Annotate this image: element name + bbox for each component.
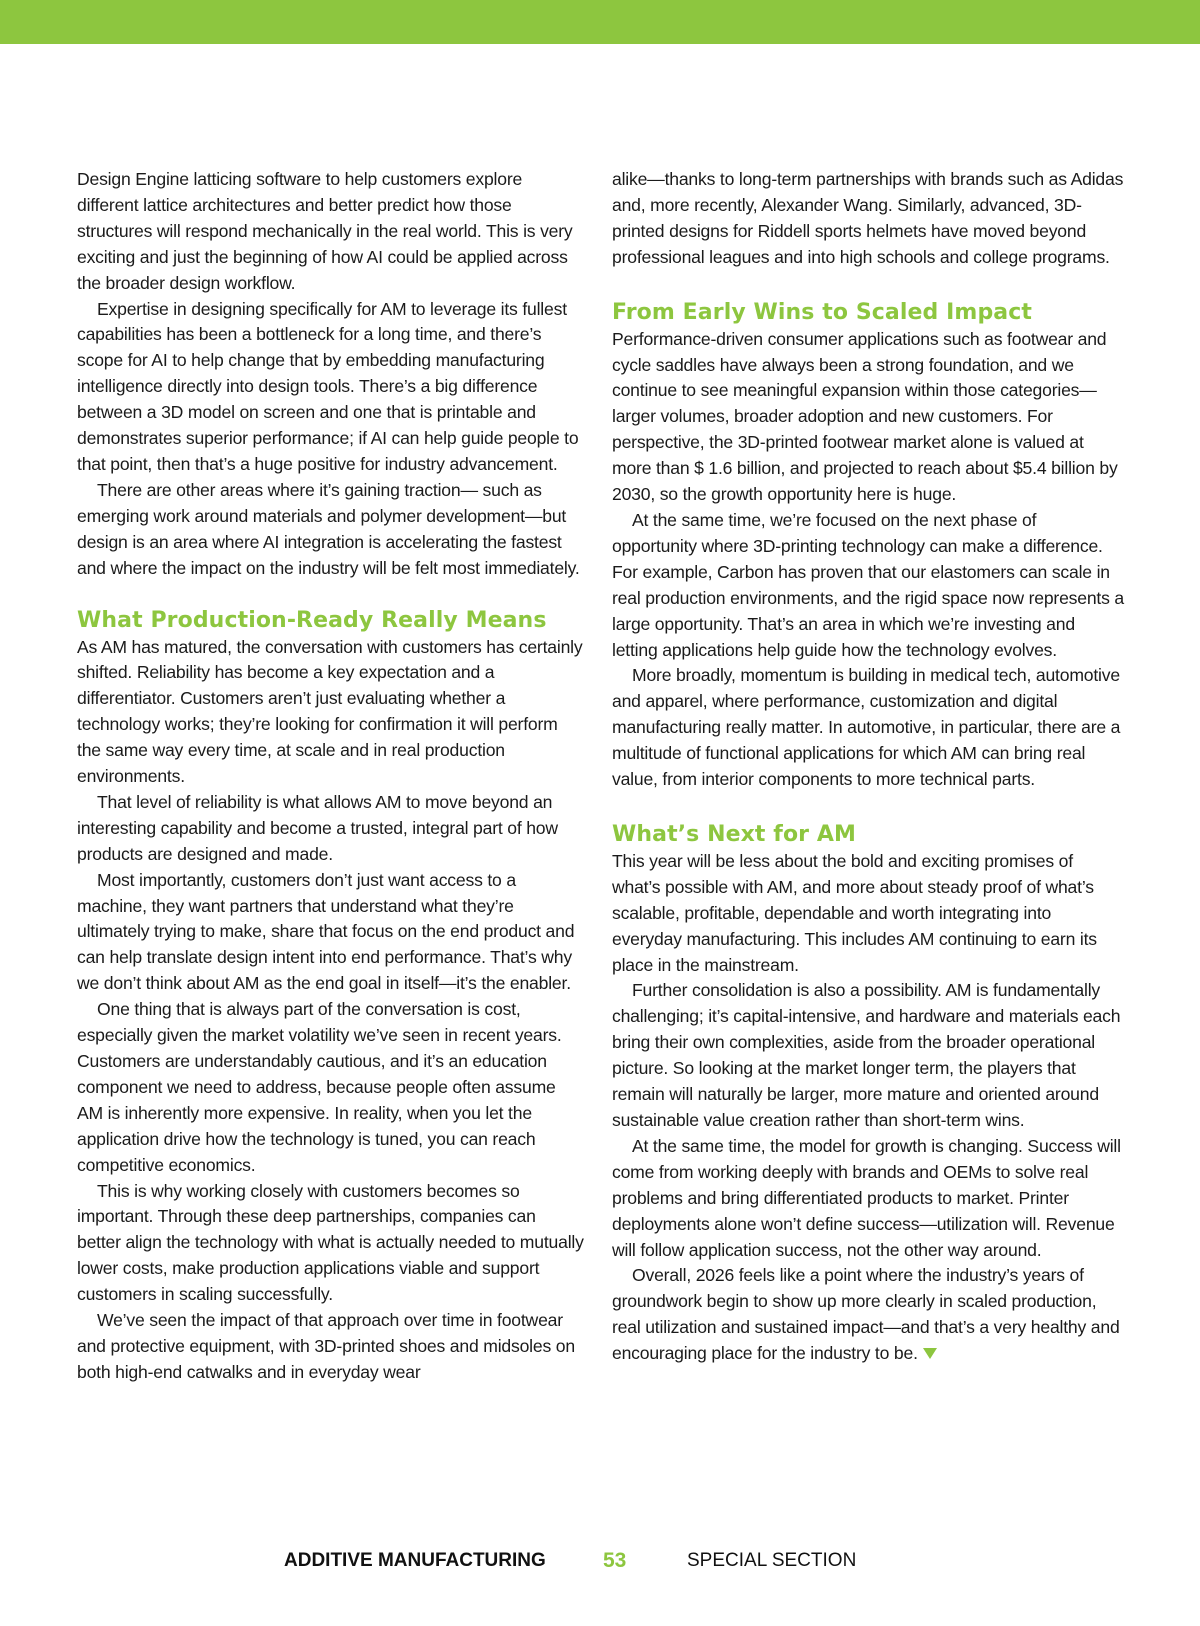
body-paragraph: At the same time, we’re focused on the next phase of opportunity where 3D-printing technology can make a difference. For example, Carbon has proven that our elastomers can scale in real production environments, and the rigid space now represents a large opportunity. That’s an area in which we’re investing and letting applications help guide how the technology evolves.	[612, 509, 1124, 660]
body-paragraph: Further consolidation is also a possibility. AM is fundamentally challenging; it’s capital-intensive, and hardware and materials each bring their own complexities, aside from the broader operational picture. So looking at the market longer term, the players that remain will naturally be larger, more mature and oriented around sustainable value creation rather than short-term wins.	[612, 980, 1121, 1130]
top-accent-bar	[0, 0, 1200, 44]
body-paragraph: One thing that is always part of the conversation is cost, especially given the market volatility we’ve seen in recent years. Customers are understandably cautious, and it’s an education component we need to address, because people often assume AM is inherently more expensive. In reality, when you let the application drive how the technology is tuned, you can reach competitive economics.	[77, 999, 562, 1175]
final-paragraph-text: Overall, 2026 feels like a point where the industry’s years of groundwork begin to show up more clearly in scaled production, real utilization and sustained impact—and that’s a very healthy and encouraging place for the industry to be.	[612, 1265, 1120, 1364]
body-paragraph: That level of reliability is what allows AM to move beyond an interesting capability and become a trusted, integral part of how products are designed and made.	[77, 791, 558, 864]
body-paragraph: More broadly, momentum is building in medical tech, automotive and apparel, where performance, customization and digital manufacturing really matter. In automotive, in particular, there are a multitude of functional applications for which AM can bring real value, from interior components to more technical parts.	[612, 665, 1121, 790]
footer-section-label: SPECIAL SECTION	[687, 1550, 857, 1571]
body-paragraph: Expertise in designing specifically for AM to leverage its fullest capabilities has been a bottleneck for a long time, and there’s scope for AI to help change that by embedding manufacturing intelligence directly into design tools. There’s a big difference between a 3D model on screen and one that is printable and demonstrates superior performance; if AI can help guide people to that point, then that’s a huge positive for industry advancement.	[77, 298, 579, 474]
body-paragraph: Design Engine latticing software to help customers explore different lattice architectures and better predict how those structures will respond mechanically in the real world. This is very exciting and just the beginning of how AI could be applied across the broader design workflow.	[77, 169, 573, 293]
section-heading: What Production-Ready Really Means	[77, 607, 547, 633]
footer-publication-name: ADDITIVE MANUFACTURING	[284, 1550, 546, 1571]
body-paragraph: This is why working closely with customers becomes so important. Through these deep partnerships, companies can better align the technology with what is actually needed to mutually lower costs, make production applications viable and support customers in scaling successfully.	[77, 1180, 584, 1305]
body-paragraph: Performance-driven consumer applications such as footwear and cycle saddles have always been a strong foundation, and we continue to see meaningful expansion within those categories—larger volumes, broader adoption and new customers. For perspective, the 3D-printed footwear market alone is valued at more than $ 1.6 billion, and projected to reach about $5.4 billion by 2030, so the growth opportunity here is huge.	[612, 328, 1118, 505]
body-paragraph: We’ve seen the impact of that approach over time in footwear and protective equipment, with 3D-printed shoes and midsoles on both high-end catwalks and in everyday wear	[77, 1310, 575, 1382]
body-paragraph: alike—thanks to long-term partnerships with brands such as Adidas and, more recently, Alexander Wang. Similarly, advanced, 3D-printed designs for Riddell sports helmets have moved beyond professional leagues and into high schools and college programs.	[612, 169, 1124, 267]
footer-page-number: 53	[603, 1549, 627, 1572]
section-heading: What’s Next for AM	[612, 821, 857, 847]
body-paragraph: Most importantly, customers don’t just want access to a machine, they want partners that understand what they’re ultimately trying to make, share that focus on the end product and can help translate design intent into end performance. That’s why we don’t think about AM as the end goal in itself—it’s the enabler.	[77, 869, 575, 994]
end-of-article-icon	[923, 1348, 937, 1359]
body-paragraph: At the same time, the model for growth is changing. Success will come from working deeply with brands and OEMs to solve real problems and bring differentiated products to market. Printer deployments alone won’t define success—utilization will. Revenue will follow application success, not the other way around.	[612, 1135, 1121, 1260]
body-paragraph: This year will be less about the bold and exciting promises of what’s possible with AM, and more about steady proof of what’s scalable, profitable, dependable and worth integrating into everyday manufacturing. This includes AM continuing to earn its place in the mainstream.	[612, 850, 1097, 975]
right-column	[612, 167, 1124, 1367]
section-heading: From Early Wins to Scaled Impact	[612, 299, 1033, 325]
body-paragraph: There are other areas where it’s gaining traction— such as emerging work around materials and polymer development—but design is an area where AI integration is accelerating the fastest and where the impact on the industry will be felt most immediately.	[77, 479, 580, 578]
final-paragraph	[612, 1263, 1124, 1367]
left-column	[77, 167, 584, 1386]
body-paragraph: As AM has matured, the conversation with customers has certainly shifted. Reliability has become a key expectation and a differentiator. Customers aren’t just evaluating whether a technology works; they’re looking for confirmation it will perform the same way every time, at scale and in real production environments.	[77, 636, 583, 787]
